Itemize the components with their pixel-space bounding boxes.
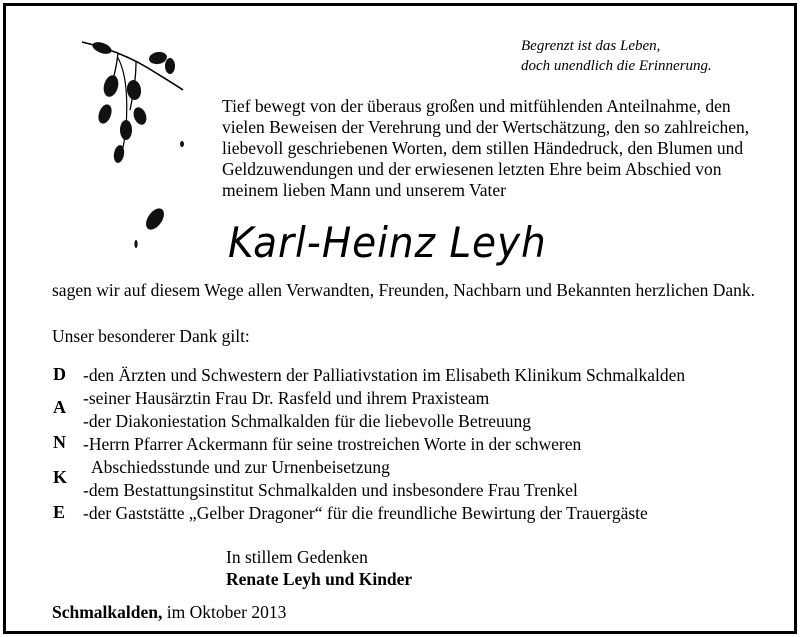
- place-date-text: im Oktober 2013: [162, 602, 287, 622]
- deceased-name: Karl-Heinz Leyh: [228, 218, 547, 267]
- list-item: -den Ärzten und Schwestern der Palliativstation im Elisabeth Klinikum Schmalkalden: [83, 365, 686, 385]
- notice-frame: [3, 3, 797, 634]
- memorial-quote: [521, 36, 712, 76]
- danke-letter: K: [53, 467, 68, 487]
- danke-letter: N: [53, 432, 66, 452]
- thanks-paragraph: sagen wir auf diesem Wege allen Verwandten, Freunden, Nachbarn und Bekannten herzlichen Dank.: [52, 280, 756, 300]
- quote-line-1: Begrenzt ist das Leben,: [521, 38, 661, 54]
- family-signature: Renate Leyh und Kinder: [226, 569, 413, 589]
- list-item: -der Diakoniestation Schmalkalden für die liebevolle Betreuung: [83, 411, 532, 431]
- quote-line-2: doch unendlich die Erinnerung.: [521, 58, 712, 74]
- signoff-line: In stillem Gedenken: [226, 547, 368, 567]
- thanks-list: [83, 364, 685, 525]
- danke-letter: D: [53, 364, 66, 384]
- place-city: Schmalkalden,: [52, 602, 163, 622]
- list-item: -dem Bestattungsinstitut Schmalkalden und insbesondere Frau Trenkel: [83, 480, 578, 500]
- danke-letter: E: [53, 502, 66, 522]
- leaf-branch-icon: [78, 34, 208, 259]
- danke-letter: A: [53, 397, 66, 417]
- intro-paragraph: Tief bewegt von der überaus großen und mitfühlenden Anteilnahme, den vielen Beweisen der Verehrung und der Wertschätzung, den so zahlreichen, liebevoll geschriebenen Worten, dem stillen Händedruck, den Blumen und Geldzuwendungen und der erwiesenen letzten Ehre beim Abschied von meinem lieben Mann und unserem Vater: [222, 96, 750, 200]
- list-item: -seiner Hausärztin Frau Dr. Rasfeld und ihrem Praxisteam: [83, 388, 490, 408]
- list-item: Abschiedsstunde und zur Urnenbeisetzung: [91, 457, 390, 477]
- list-item: -der Gaststätte „Gelber Dragoner“ für die freundliche Bewirtung der Trauergäste: [83, 503, 648, 523]
- place-date: [52, 602, 286, 623]
- signoff: [226, 546, 412, 590]
- list-item: -Herrn Pfarrer Ackermann für seine trostreichen Worte in der schweren: [83, 434, 582, 454]
- special-thanks-heading: Unser besonderer Dank gilt:: [52, 326, 250, 346]
